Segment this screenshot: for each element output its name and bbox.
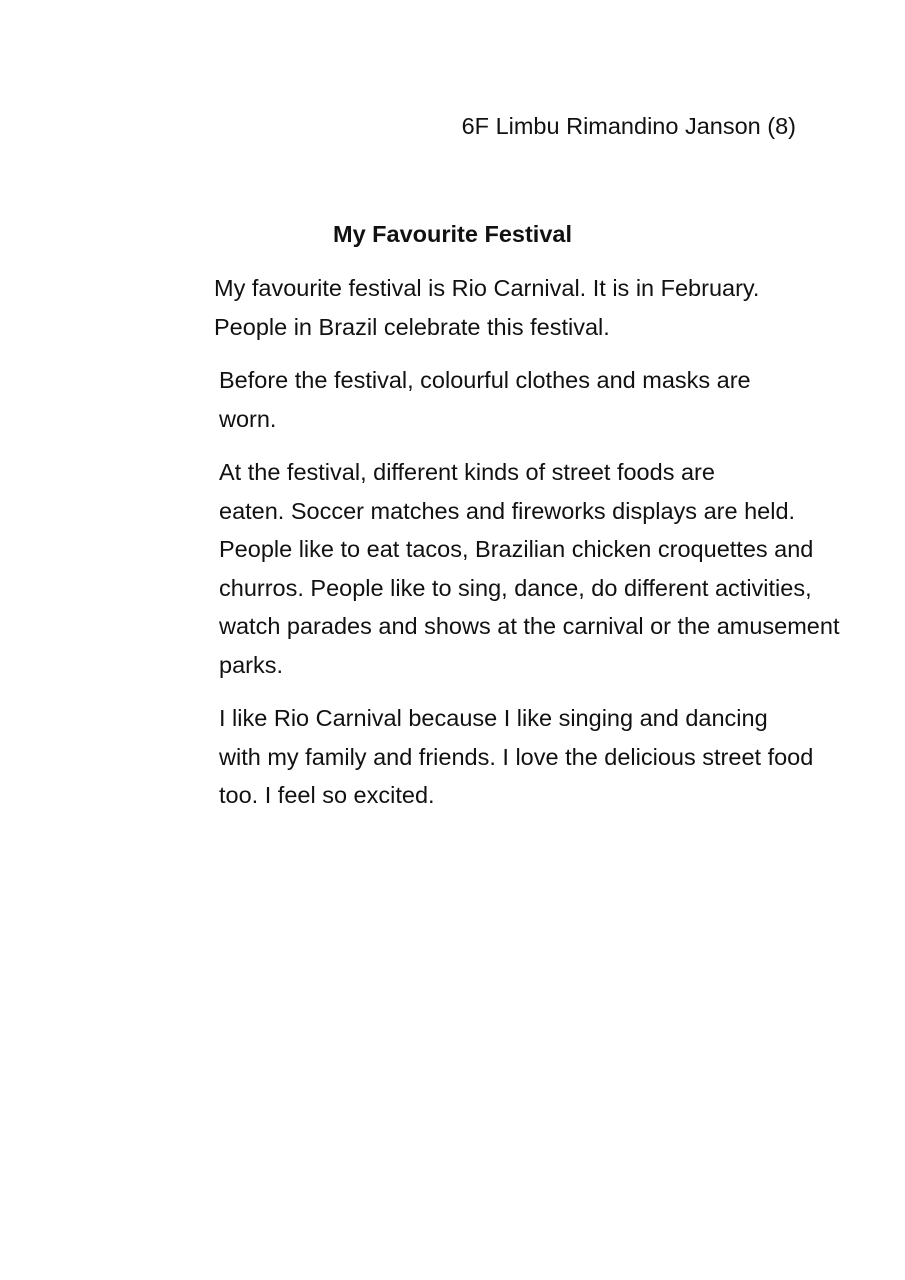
- author-line: 6F Limbu Rimandino Janson (8): [461, 113, 796, 139]
- paragraph-4: [110, 699, 814, 815]
- paragraph-line: People like to eat tacos, Brazilian chicken croquettes and: [219, 536, 814, 562]
- paragraph-line: eaten. Soccer matches and fireworks displays are held.: [219, 497, 796, 524]
- paragraph-line: too. I feel so excited.: [219, 782, 435, 808]
- paragraph-line: churros. People like to sing, dance, do different activities,: [219, 574, 812, 601]
- paragraph-line: worn.: [219, 405, 277, 432]
- paragraph-line: Before the festival, colourful clothes and masks are: [219, 367, 751, 393]
- paragraph-line: parks.: [219, 651, 283, 678]
- paragraph-line: watch parades and shows at the carnival or the amusement: [219, 613, 840, 639]
- paragraph-line: I like Rio Carnival because I like singing and dancing: [219, 705, 768, 731]
- paragraph-line: My favourite festival is Rio Carnival. It is in February.: [214, 275, 760, 301]
- paragraph-line: People in Brazil celebrate this festival.: [214, 313, 610, 340]
- paragraph-2: [110, 361, 800, 438]
- paragraph-3: [110, 453, 840, 684]
- paragraph-1: [110, 269, 800, 346]
- paragraph-line: with my family and friends. I love the delicious street food: [219, 743, 814, 770]
- paragraph-line: At the festival, different kinds of street foods are: [219, 459, 715, 485]
- page-title: My Favourite Festival: [333, 221, 572, 247]
- essay-body: [110, 269, 840, 830]
